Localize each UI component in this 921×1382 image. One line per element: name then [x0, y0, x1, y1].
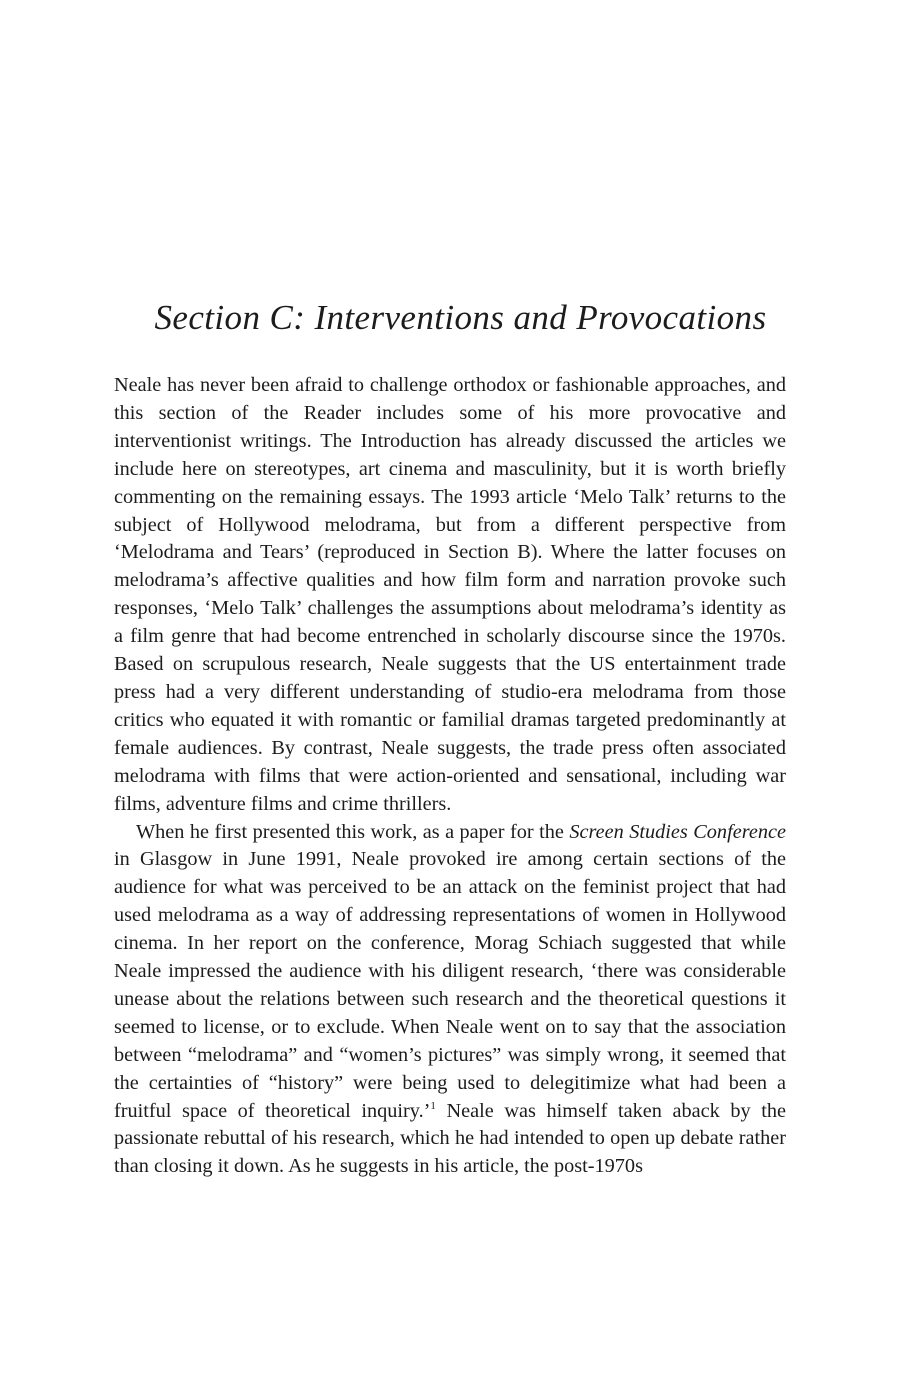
paragraph-2: [114, 819, 786, 1182]
conference-name: Screen Studies Conference: [569, 820, 786, 843]
paragraph-2-part-a: When he first presented this work, as a paper for the: [136, 820, 570, 843]
footnote-marker: 1: [430, 1099, 436, 1112]
paragraph-2-part-c: Neale was himself taken aback by the passionate rebuttal of his research, which he had intended to open up debate rather than closing it down. As he suggests in his article, the post-1970s: [114, 1099, 786, 1178]
paragraph-2-part-b: in Glasgow in June 1991, Neale provoked ire among certain sections of the audience for what was perceived to be an attack on the feminist project that had used melodrama as a way of addressing representations of women in Hollywood cinema. In her report on the conference, Morag Schiach suggested that while Neale impressed the audience with his diligent research, ‘there was considerable unease about the relations between such research and the theoretical questions it seemed to license, or to exclude. When Neale went on to say that the association between “melodrama” and “women’s pictures” was simply wrong, it seemed that the certainties of “history” were being used to delegitimize what had been a fruitful space of theoretical inquiry.’: [114, 848, 786, 1122]
section-title: Section C: Interventions and Provocations: [154, 298, 767, 337]
paragraph-1: Neale has never been afraid to challenge orthodox or fashionable approaches, and this section of the Reader includes some of his more provocative and interventionist writings. The Introduction has already discussed the articles we include here on stereotypes, art cinema and masculinity, but it is worth briefly commenting on the remaining essays. The 1993 article ‘Melo Talk’ returns to the subject of Hollywood melodrama, but from a different perspective from ‘Melodrama and Tears’ (reproduced in Section B). Where the latter focuses on melodrama’s affective qualities and how film form and narration provoke such responses, ‘Melo Talk’ challenges the assumptions about melodrama’s identity as a film genre that had become entrenched in scholarly discourse since the 1970s. Based on scrupulous research, Neale suggests that the US entertainment trade press had a very different understanding of studio-era melodrama from those critics who equated it with romantic or familial dramas targeted predominantly at female audiences. By contrast, Neale suggests, the trade press often associated melodrama with films that were action-oriented and sensational, including war films, adventure films and crime thrillers.: [114, 374, 786, 815]
body-text: [114, 372, 786, 1181]
